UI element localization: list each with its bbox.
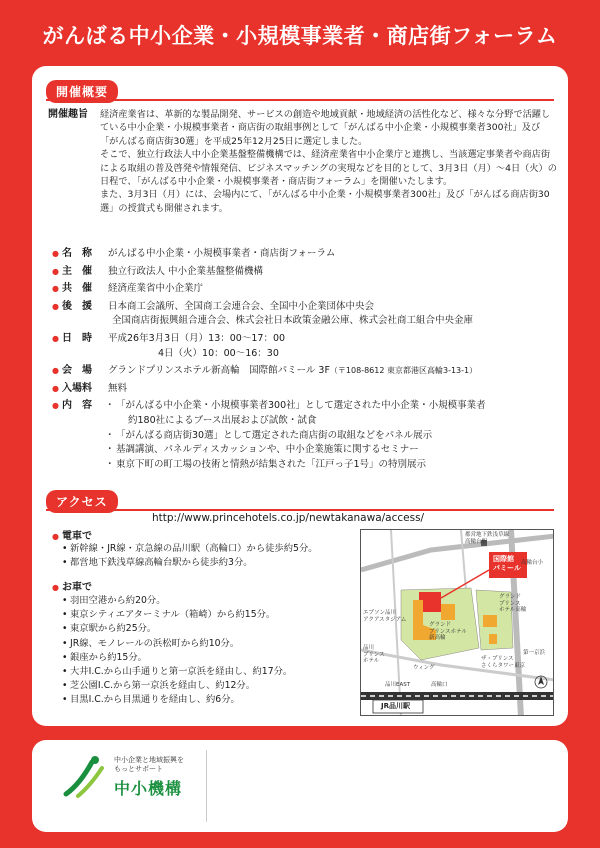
list-item: • 東京シティエアターミナル（箱崎）から約15分。	[62, 608, 292, 622]
info-row-venue	[52, 364, 562, 379]
content-list	[108, 399, 562, 472]
footer-divider	[206, 750, 207, 822]
map-sakura-label: ザ・プリンス さくらタワー東京	[481, 656, 526, 669]
page-title: がんばる中小企業・小規模事業者・商店街フォーラム	[42, 24, 558, 48]
info-label: ● 入場料	[52, 382, 92, 397]
support-line-2: 全国商店街振興組合連合会、株式会社日本政策金融公庫、株式会社商工組合中央金庫	[112, 315, 474, 327]
info-row-support	[52, 300, 562, 329]
date-line-2: 4日（火）10：00〜16：30	[158, 347, 279, 359]
map-school-label: 高輪台小	[521, 560, 544, 566]
access-map	[360, 529, 554, 716]
support-line-1: 日本商工会議所、全国商工会連合会、全国中小企業団体中央会	[108, 300, 375, 312]
info-label: ● 会 場	[52, 364, 92, 379]
list-item: ・ 「がんばる中小企業・小規模事業者300社」として選定された中小企業・小規模事業者 約180社によるブース出展および試飲・試食	[108, 399, 562, 428]
list-item: • 新幹線・JR線・京急線の品川駅（高輪口）から徒歩約5分。	[62, 542, 318, 556]
list-item: • 銀座から約15分。	[62, 651, 292, 665]
map-shinagawa-label: 品川 プリンス ホテル	[363, 645, 385, 664]
info-value: 経済産業省中小企業庁	[108, 283, 204, 295]
map-aqua-label: エプソン品川 アクアスタジアム	[363, 610, 407, 623]
venue-address: （〒108-8612 東京都港区高輪3-13-1）	[329, 366, 478, 376]
info-value	[108, 399, 562, 472]
map-takanawa-label: 高輪口	[431, 682, 448, 688]
info-label: ● 名 称	[52, 247, 92, 262]
info-value	[108, 300, 562, 329]
info-value	[108, 332, 562, 361]
map-station-label: JR品川駅	[381, 702, 410, 710]
info-label: ● 日 時	[52, 332, 92, 347]
list-item: • 都営地下鉄浅草線高輪台駅から徒歩約3分。	[62, 556, 318, 570]
map-subway-label: 都営地下鉄浅草線 高輪台駅	[465, 532, 510, 545]
map-venue-label: 国際館 パミール	[493, 555, 521, 572]
info-row-date	[52, 332, 562, 361]
overview-divider	[46, 99, 554, 101]
train-heading: ● 電車で	[52, 527, 92, 542]
purpose-section	[48, 108, 558, 215]
car-list	[62, 594, 292, 708]
list-item: • 羽田空港から約20分。	[62, 594, 292, 608]
org-logo	[62, 754, 222, 814]
info-label: ● 共 催	[52, 282, 92, 297]
info-row-content	[52, 399, 562, 472]
list-item: • 大井I.C.から山手通りと第一京浜を経由し、約17分。	[62, 665, 292, 679]
event-info	[52, 247, 562, 475]
info-value: 独立行政法人 中小企業基盤整備機構	[108, 265, 264, 277]
purpose-paragraph: そこで、独立行政法人中小企業基盤整備機構では、経済産業省中小企業庁と連携し、当該選定事業者や商店街による取組の普及啓発や情報発信、ビジネスマッチングの実現などを目的として、3月3日（月）〜4日（火）の日程で、「がんばる中小企業・小規模事業者・商店街フォーラム」を開催いたします。	[100, 149, 557, 188]
purpose-paragraph: また、3月3日（月）には、会場内にて、「がんばる中小企業・小規模事業者300社」及び「がんばる商店街30選」の授賞式も開催されます。	[100, 189, 550, 214]
org-logo-mark-icon	[62, 754, 112, 804]
list-item: ・ 「がんばる商店街30選」として選定された商店街の取組などをパネル展示	[108, 429, 562, 444]
list-item: • JR線、モノレールの浜松町から約10分。	[62, 637, 292, 651]
map-east-label: 品川EAST	[385, 682, 411, 688]
access-divider	[46, 509, 554, 511]
map-prince-label: グランド プリンス ホテル高輪	[499, 594, 527, 613]
overview-heading: 開催概要	[46, 80, 118, 103]
org-name: 中小機構	[114, 779, 183, 798]
info-value: 無料	[108, 382, 128, 394]
info-value: がんばる中小企業・小規模事業者・商店街フォーラム	[108, 248, 336, 259]
access-heading: アクセス	[46, 490, 118, 513]
info-row-name	[52, 247, 562, 262]
map-wing-label: ウィング	[413, 665, 435, 671]
map-hotel-label: グランド プリンスホテル 新高輪	[429, 622, 467, 641]
main-card	[32, 66, 568, 726]
info-value	[108, 364, 562, 379]
access-url-link[interactable]: http://www.princehotels.co.jp/newtakanawa/access/	[152, 512, 425, 524]
map-road-label: 第一京浜	[523, 650, 546, 656]
car-heading: ● お車で	[52, 578, 92, 593]
org-tagline: 中小企業と地域振興を もっとサポート	[114, 756, 184, 773]
venue-name: グランドプリンスホテル新高輪 国際館パミール 3F	[108, 365, 330, 377]
info-row-fee	[52, 382, 562, 397]
list-item: ・ 基調講演、パネルディスカッションや、中小企業施策に関するセミナー	[108, 443, 562, 458]
info-row-host	[52, 265, 562, 280]
list-item: • 目黒I.C.から目黒通りを経由し、約6分。	[62, 693, 292, 707]
train-list	[62, 542, 318, 570]
purpose-label: 開催趣旨	[48, 109, 88, 120]
purpose-body	[100, 108, 558, 215]
info-label: ● 内 容	[52, 399, 92, 414]
info-label: ● 後 援	[52, 300, 92, 315]
list-item: • 芝公園I.C.から第一京浜を経由し、約12分。	[62, 679, 292, 693]
footer-card	[32, 740, 568, 832]
purpose-paragraph: 経済産業省は、革新的な製品開発、サービスの創造や地域貢献・地域経済の活性化など、様々な分野で活躍している中小企業・小規模事業者・商店街の取組事例として「がんばる中小企業・小規模事業者300社」及び「がんばる商店街30選」を平成25年12月25日に選定しました。	[100, 109, 551, 147]
list-item: ・ 東京下町の町工場の技術と情熱が結集された「江戸っ子1号」の特別展示	[108, 458, 562, 473]
info-label: ● 主 催	[52, 265, 92, 280]
info-row-cohost	[52, 282, 562, 297]
list-item: • 東京駅から約25分。	[62, 622, 292, 636]
date-line-1: 平成26年3月3日（月）13：00〜17：00	[108, 332, 286, 344]
